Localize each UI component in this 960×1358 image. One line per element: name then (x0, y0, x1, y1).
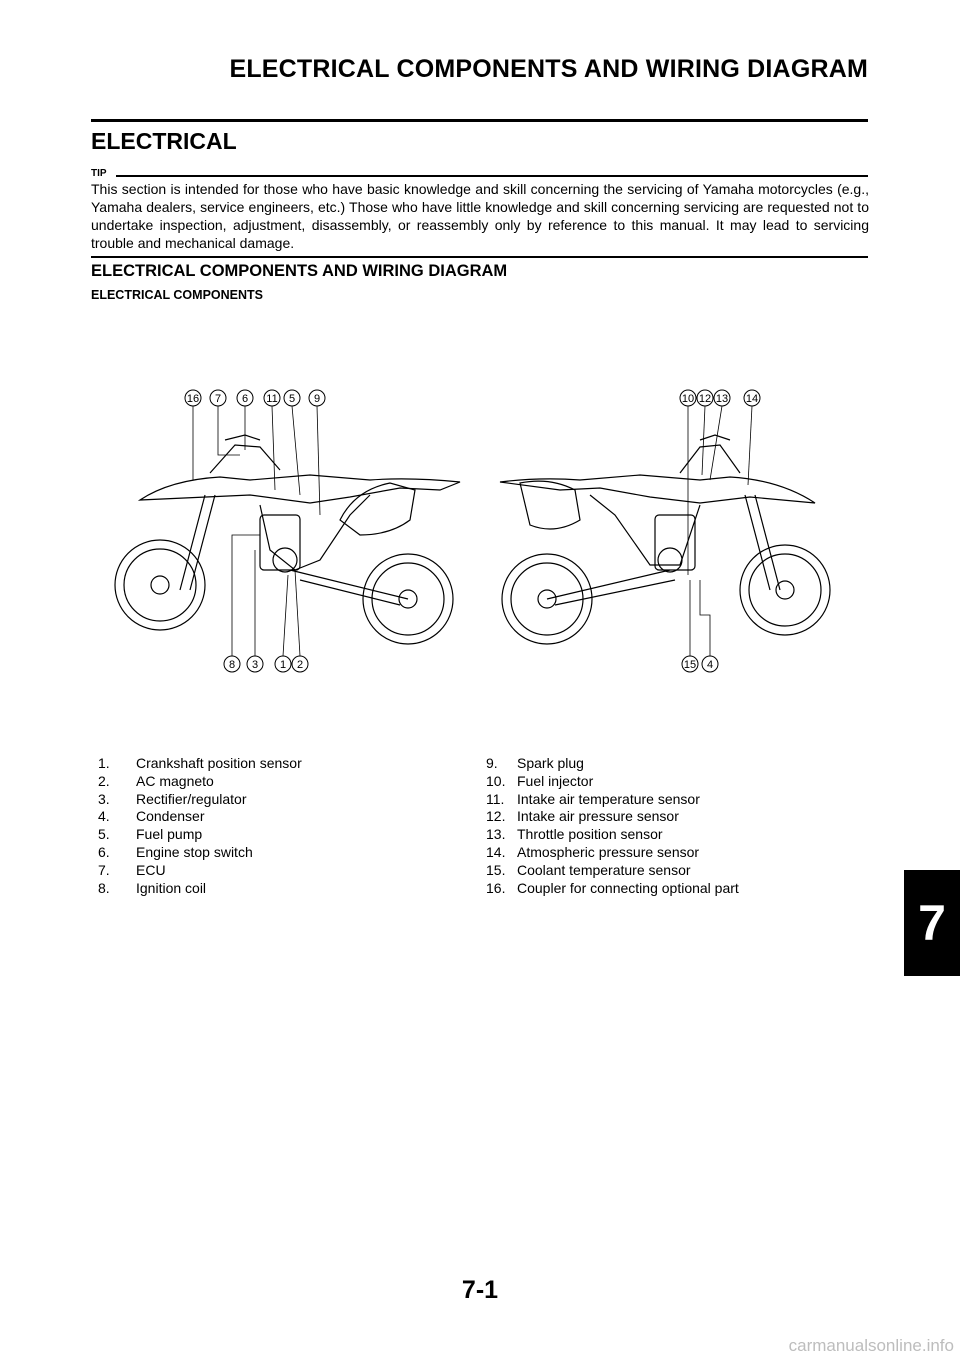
tip-text: This section is intended for those who have basic knowledge and skill concerning the servicing of Yamaha motorcycles (e.g., Yamaha dealers, service engineers, etc.) Those who have little knowledge and skill concerning servicing are requested not to undertake inspection, adjustment, disassembly, or reassembly only by reference to this manual. It may lead to servicing trouble and mechanical damage. (91, 181, 869, 251)
callouts-left-bottom (224, 656, 308, 672)
legend-item: 13. Throttle position sensor (486, 826, 663, 843)
callout-16: 16 (186, 393, 200, 405)
right-front-wheel (740, 545, 830, 635)
callout-12: 12 (698, 393, 712, 405)
callout-8: 8 (228, 659, 236, 671)
callout-2: 2 (296, 659, 304, 671)
section-title: ELECTRICAL (91, 128, 237, 154)
callout-6: 6 (241, 393, 249, 405)
subsection-title: ELECTRICAL COMPONENTS AND WIRING DIAGRAM (91, 262, 508, 280)
subsubsection-title: ELECTRICAL COMPONENTS (91, 288, 263, 302)
legend-item: 15. Coolant temperature sensor (486, 861, 691, 878)
legend-item: 7. ECU (98, 861, 166, 878)
callouts-left-top (185, 390, 325, 406)
callout-3: 3 (251, 659, 259, 671)
legend-left (98, 755, 302, 897)
callout-9: 9 (313, 393, 321, 405)
legend-item: 12. Intake air pressure sensor (486, 808, 679, 825)
callout-13: 13 (715, 393, 729, 405)
page-header-title: ELECTRICAL COMPONENTS AND WIRING DIAGRAM (229, 55, 868, 83)
chapter-tab: 7 (904, 870, 960, 976)
watermark: carmanualsonline.info (788, 1336, 954, 1355)
callout-5: 5 (288, 393, 296, 405)
legend-item: 16. Coupler for connecting optional part (486, 879, 739, 896)
callouts-right-bottom (682, 656, 718, 672)
subsection-rule (91, 256, 868, 258)
tip-label: TIP (91, 168, 107, 179)
header-rule (91, 119, 868, 122)
legend-item: 11. Intake air temperature sensor (486, 790, 700, 807)
callout-11: 11 (266, 393, 278, 405)
callout-4: 4 (706, 659, 714, 671)
legend-item: 5. Fuel pump (98, 826, 203, 843)
motorcycle-illustration (110, 385, 850, 685)
legend-item: 10. Fuel injector (486, 772, 594, 789)
legend-item: 1. Crankshaft position sensor (98, 755, 302, 771)
legend-item: 6. Engine stop switch (98, 843, 253, 860)
page-number: 7-1 (461, 1276, 499, 1304)
legend-item: 4. Condenser (98, 808, 205, 825)
tip-rule (116, 175, 868, 177)
callout-14: 14 (745, 393, 759, 405)
legend-right (486, 755, 739, 897)
callout-10: 10 (681, 393, 695, 405)
legend-item: 8. Ignition coil (98, 879, 207, 896)
callouts-right-top (680, 390, 760, 406)
legend-item: 14. Atmospheric pressure sensor (486, 843, 700, 860)
callout-7: 7 (214, 393, 222, 405)
callout-15: 15 (683, 659, 697, 671)
legend-item: 2. AC magneto (98, 772, 214, 789)
legend-item: 9. Spark plug (486, 755, 584, 771)
callout-1: 1 (279, 659, 287, 671)
legend-item: 3. Rectifier/regulator (98, 790, 247, 807)
